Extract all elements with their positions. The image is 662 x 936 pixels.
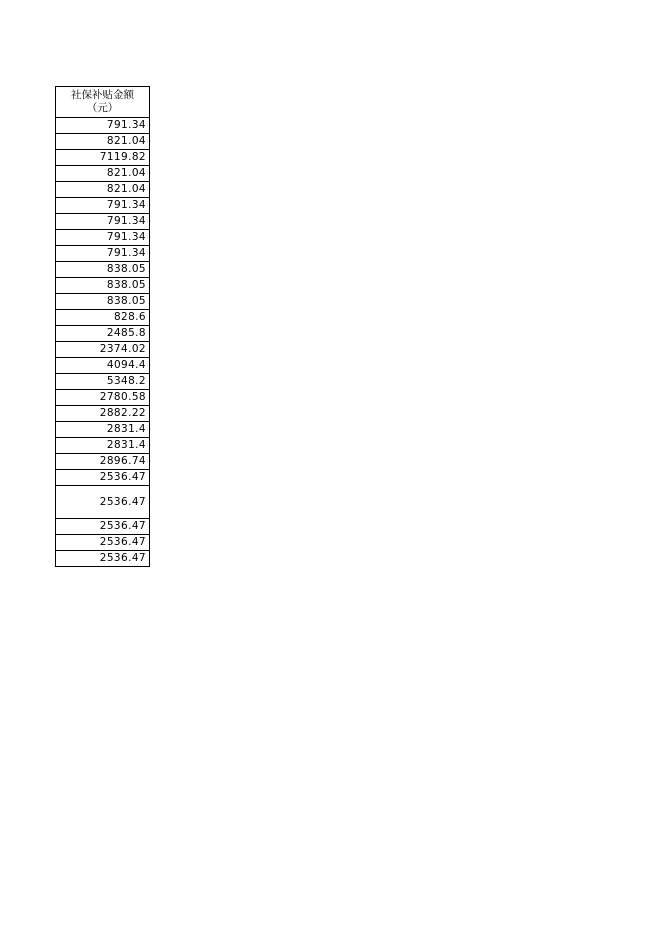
table-body: [56, 118, 150, 567]
subsidy-amount-cell[interactable]: 828.6: [56, 310, 150, 326]
table-row: [56, 535, 150, 551]
subsidy-amount-cell[interactable]: 2831.4: [56, 422, 150, 438]
subsidy-amount-cell[interactable]: 791.34: [56, 198, 150, 214]
table-row: [56, 166, 150, 182]
subsidy-amount-cell[interactable]: 2780.58: [56, 390, 150, 406]
table-row: [56, 214, 150, 230]
table-row: [56, 422, 150, 438]
subsidy-table: [55, 86, 150, 567]
table-header-row: [56, 87, 150, 118]
table-row: [56, 486, 150, 519]
subsidy-amount-cell[interactable]: 2536.47: [56, 519, 150, 535]
subsidy-amount-cell[interactable]: 4094.4: [56, 358, 150, 374]
subsidy-amount-cell[interactable]: 2485.8: [56, 326, 150, 342]
table-row: [56, 198, 150, 214]
subsidy-amount-cell[interactable]: 821.04: [56, 166, 150, 182]
subsidy-amount-cell[interactable]: 838.05: [56, 294, 150, 310]
table-row: [56, 118, 150, 134]
table-row: [56, 134, 150, 150]
subsidy-amount-cell[interactable]: 7119.82: [56, 150, 150, 166]
table-row: [56, 182, 150, 198]
subsidy-amount-cell[interactable]: 791.34: [56, 246, 150, 262]
subsidy-amount-cell[interactable]: 2536.47: [56, 551, 150, 567]
table-row: [56, 406, 150, 422]
table-row: [56, 470, 150, 486]
table-row: [56, 310, 150, 326]
table-row: [56, 246, 150, 262]
table-row: [56, 294, 150, 310]
table-row: [56, 358, 150, 374]
subsidy-amount-cell[interactable]: 2536.47: [56, 535, 150, 551]
table-row: [56, 551, 150, 567]
table-row: [56, 278, 150, 294]
table-row: [56, 390, 150, 406]
table-row: [56, 230, 150, 246]
spreadsheet-area: [55, 86, 149, 567]
subsidy-amount-cell[interactable]: 2896.74: [56, 454, 150, 470]
subsidy-amount-cell[interactable]: 2882.22: [56, 406, 150, 422]
table-row: [56, 150, 150, 166]
subsidy-amount-cell[interactable]: 791.34: [56, 230, 150, 246]
table-row: [56, 326, 150, 342]
subsidy-amount-cell[interactable]: 2536.47: [56, 486, 150, 519]
subsidy-amount-cell[interactable]: 5348.2: [56, 374, 150, 390]
table-row: [56, 454, 150, 470]
subsidy-amount-cell[interactable]: 791.34: [56, 214, 150, 230]
subsidy-amount-cell[interactable]: 2831.4: [56, 438, 150, 454]
table-row: [56, 438, 150, 454]
subsidy-amount-cell[interactable]: 821.04: [56, 134, 150, 150]
table-row: [56, 342, 150, 358]
subsidy-amount-cell[interactable]: 838.05: [56, 262, 150, 278]
column-header-subsidy-amount: 社保补贴金额（元）: [56, 87, 150, 118]
subsidy-amount-cell[interactable]: 821.04: [56, 182, 150, 198]
subsidy-amount-cell[interactable]: 791.34: [56, 118, 150, 134]
subsidy-amount-cell[interactable]: 2536.47: [56, 470, 150, 486]
subsidy-amount-cell[interactable]: 838.05: [56, 278, 150, 294]
table-row: [56, 374, 150, 390]
subsidy-amount-cell[interactable]: 2374.02: [56, 342, 150, 358]
table-row: [56, 519, 150, 535]
table-row: [56, 262, 150, 278]
